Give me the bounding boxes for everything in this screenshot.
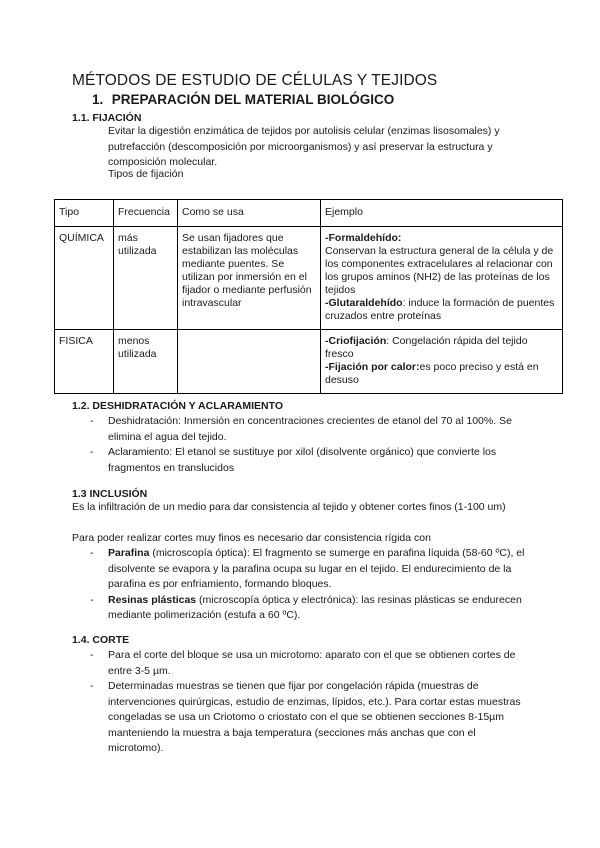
cell-uso: Se usan fijadores que estabilizan las moléculas mediante puentes. Se utilizan por inmersión en el fijador o mediante perfusión intravascular xyxy=(178,227,321,330)
example-text: : Congelación rápida del tejido fresco xyxy=(325,335,528,360)
example-term: -Formaldehído: xyxy=(325,232,402,244)
list-item xyxy=(90,679,530,757)
list-item xyxy=(90,593,530,624)
bullet-mark: - xyxy=(90,593,94,606)
inclusion-description: Es la infiltración de un medio para dar consistencia al tejido y obtener cortes finos (1-100 um) xyxy=(72,501,506,513)
list-item-text: Aclaramiento: El etanol se sustituye por xilol (disolvente orgánico) que convierte los fragmentos en translucidos xyxy=(108,446,497,474)
cell-tipo: QUÍMICA xyxy=(55,227,114,330)
bullet-mark: - xyxy=(90,446,94,458)
cell-frecuencia: menos utilizada xyxy=(114,330,178,394)
fixation-table xyxy=(54,199,563,394)
example-text: Conservan la estructura general de la célula y de los componentes extracelulares al relacionar con los grupos aminos (NH2) de las proteínas de los tejidos xyxy=(325,245,554,296)
deshidratacion-list xyxy=(90,414,530,476)
example-term: -Criofijación xyxy=(325,335,387,347)
inclusion-heading: 1.3 INCLUSIÓN xyxy=(72,488,148,500)
table-header-cell: Como se usa xyxy=(178,200,321,227)
example-text: es poco preciso y está en desuso xyxy=(325,361,539,386)
list-item-text: Para el corte del bloque se usa un microtomo: aparato con el que se obtienen cortes de entre 3-5 µm. xyxy=(108,649,516,677)
document-title: MÉTODOS DE ESTUDIO DE CÉLULAS Y TEJIDOS xyxy=(72,72,438,89)
fijacion-heading: 1.1. FIJACIÓN xyxy=(72,112,142,124)
list-item xyxy=(90,445,530,476)
corte-list xyxy=(90,648,530,757)
table-header-cell: Frecuencia xyxy=(114,200,178,227)
fijacion-description: Evitar la digestión enzimática de tejidos por autolisis celular (enzimas lisosomales) y putrefacción (descomposición por microorganismos) y así preservar la estructura y composición molecular. xyxy=(108,125,500,168)
list-item-term: Resinas plásticas xyxy=(108,593,197,606)
cell-ejemplo xyxy=(321,227,563,330)
bullet-mark: - xyxy=(90,680,94,692)
list-item xyxy=(90,546,530,593)
section-number: 1. xyxy=(92,92,104,107)
list-item xyxy=(90,648,530,679)
example-text: : induce la formación de puentes cruzados entre proteínas xyxy=(325,297,555,322)
section-title: PREPARACIÓN DEL MATERIAL BIOLÓGICO xyxy=(111,92,395,107)
example-term: -Fijación por calor: xyxy=(325,361,420,373)
example-term: -Glutaraldehído xyxy=(325,297,403,309)
list-item-text: Determinadas muestras se tienen que fijar por congelación rápida (muestras de intervenciones quirúrgicas, estudio de enzimas, lípidos, etc.). Para cortar estas muestras congeladas se usa un Criotomo o criostato con el que se obtienen secciones 8-15µm manteniendo la muestra a baja temperatura (secciones más anchas que con el microtomo). xyxy=(108,680,521,754)
table-header-cell: Tipo xyxy=(55,200,114,227)
cell-tipo: FISICA xyxy=(55,330,114,394)
cell-frecuencia: más utilizada xyxy=(114,227,178,330)
list-item-text: (microscopía óptica): El fragmento se sumerge en parafina líquida (58-60 ºC), el disolvente se evapora y la parafina ocupa su lugar en el tejido. El endurecimiento de la parafina es por enfriamiento, formando bloques. xyxy=(108,547,525,590)
list-item-text: Deshidratación: Inmersión en concentraciones crecientes de etanol del 70 al 100%. Se elimina el agua del tejido. xyxy=(108,415,512,443)
corte-heading: 1.4. CORTE xyxy=(72,634,130,646)
table-header-cell: Ejemplo xyxy=(321,200,563,227)
fijacion-types-label: Tipos de fijación xyxy=(108,168,184,180)
list-item-term: Parafina xyxy=(108,547,150,559)
bullet-mark: - xyxy=(90,415,94,427)
table-row xyxy=(55,330,563,394)
bullet-mark: - xyxy=(90,547,94,559)
inclusion-intro: Para poder realizar cortes muy finos es necesario dar consistencia rígida con xyxy=(72,532,431,544)
table-row xyxy=(55,227,563,330)
cell-uso xyxy=(178,330,321,394)
list-item-text: (microscopía óptica y electrónica): las resinas plásticas se endurecen mediante polimerización (estufa a 60 ºC). xyxy=(108,593,522,621)
section-heading xyxy=(92,92,394,107)
list-item xyxy=(90,414,530,445)
cell-ejemplo xyxy=(321,330,563,394)
table-header-row xyxy=(55,200,563,227)
inclusion-list xyxy=(90,546,530,624)
bullet-mark: - xyxy=(90,649,94,661)
deshidratacion-heading: 1.2. DESHIDRATACIÓN Y ACLARAMIENTO xyxy=(72,400,283,412)
